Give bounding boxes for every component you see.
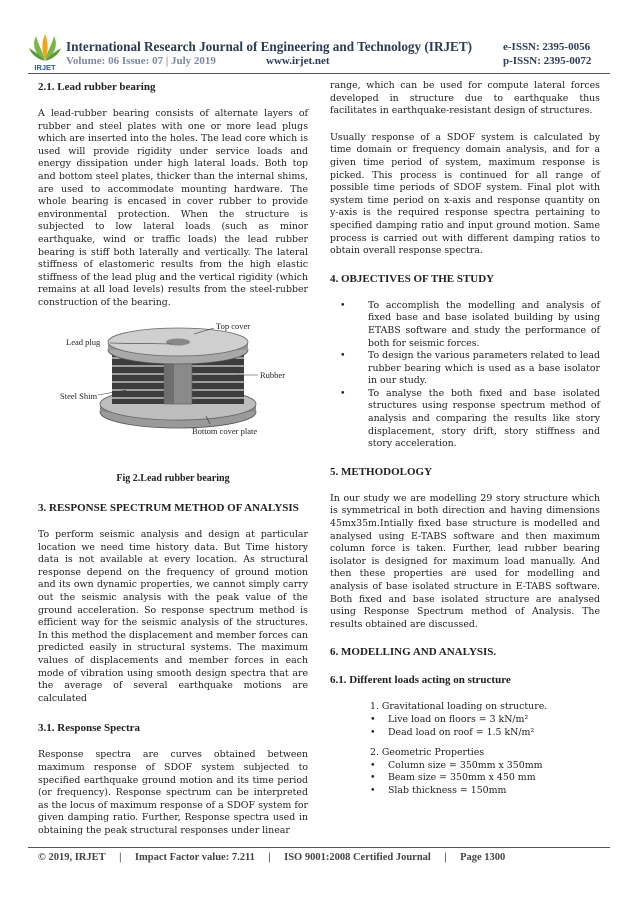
objectives-list [330,300,600,451]
e-issn: e-ISSN: 2395-0056 [503,41,591,53]
footer-divider [28,847,610,848]
page-footer [38,852,608,863]
section-4-heading: 4. OBJECTIVES OF THE STUDY [330,272,495,285]
list-item: • Live load on floors = 3 kN/m² [370,714,600,727]
list-item: • To analyse the both fixed and base isolated structures using response spectrum method of analysis and comparing the results like story displacement, story drift, story stiffness and story acceleration. [330,388,600,451]
label-rubber: Rubber [260,369,286,380]
list-item: • Slab thickness = 150mm [370,785,600,798]
website-link[interactable]: www.irjet.net [266,55,330,67]
response-spectra-process-text: Usually response of a SDOF system is calculated by time domain or frequency domain analysis, and for a given time period of system, maximum response is picked. This process is continued for all range of possible time periods of SDOF system. Final plot with system time period on x-axis and response quantity on y-axis is the required response spectra pertaining to specified damping ratio and input ground motion. Same process is carried out with different damping ratios to obtain overall response spectra. [330,131,600,257]
label-top-cover: Top cover [216,320,251,331]
p-issn: p-ISSN: 2395-0072 [503,55,592,67]
geometric-properties-list [370,760,600,798]
lead-rubber-bearing-figure [38,320,308,455]
footer-separator: | [119,852,122,863]
list-item: • Beam size = 350mm x 450 mm [370,772,600,785]
label-bottom-cover: Bottom cover plate [192,425,258,436]
label-steel-shim: Steel Shim [60,390,98,401]
section-2-1-text: A lead-rubber bearing consists of alternate layers of rubber and steel plates with one or more lead plugs which are inserted into the holes. The lead core which is used will provide rigidity under service loads and energy dissipation under high lateral loads. Both top and bottom steel plates, thicker than the internal shims, are used to accommodate mounting hardware. The whole bearing is encased in cover rubber to provide environmental protection. When the structure is subjected to low lateral loads (such as minor earthquake, wind or traffic loads) the lead rubber bearing is stiff both laterally and vertically. The lateral stiffness of elastomeric results from the high elastic stiffness of the lead plug and the vertical rigidity (which remains at all load levels) results from the steel-rubber construction of the bearing. [38,108,308,308]
bearing-diagram [38,320,308,455]
left-column [38,80,308,838]
irjet-logo-icon [28,34,62,72]
label-lead-plug: Lead plug [66,336,101,347]
figure-caption: Fig 2.Lead rubber bearing [116,472,230,484]
geometric-properties-title: 2. Geometric Properties [370,747,485,759]
footer-impact-factor: Impact Factor value: 7.211 [134,852,255,863]
section-2-1-heading: 2.1. Lead rubber bearing [38,81,156,93]
section-5-text: In our study we are modelling 29 story structure which is symmetrical in both direction and having dimensions 45mx35m.Intially fixed base structure is modelled and analysed using E-TABS software and then maximum column force is taken. Further, lead rubber bearing isolator is designed for maximum load manually. And then these properties are used for modelling and analysis of base isolated structure in E-TABS software. Both fixed and base isolated structure are analysed using Response Spectrum method of Analysis. The results obtained are discussed. [330,492,600,630]
section-6-1-heading: 6.1. Different loads acting on structure [330,674,511,687]
right-column [330,80,600,798]
gravitational-loading-title: 1. Gravitational loading on structure. [370,701,548,713]
gravitational-loading-list [370,714,600,739]
footer-separator: | [444,852,447,863]
section-3-heading: 3. RESPONSE SPECTRUM METHOD OF ANALYSIS [38,502,299,515]
gravitational-loading-block [330,701,600,797]
list-item: • To design the various parameters related to lead rubber bearing which is used as a base isolator in our study. [330,350,600,388]
svg-text:IRJET: IRJET [34,63,56,72]
footer-separator: | [268,852,271,863]
section-6-heading: 6. MODELLING AND ANALYSIS. [330,646,497,659]
list-item: • To accomplish the modelling and analysis of fixed base and base isolated building by using ETABS software and study the performance of both for seismic forces. [330,300,600,350]
section-3-1-text: Response spectra are curves obtained between maximum response of SDOF system subjected to specified earthquake ground motion and its time period (or frequency). Response spectrum can be interpreted as the locus of maximum response of a SDOF system for given damping ratio. Further, Response spectra used in obtaining the peak structural responses under linear [38,749,308,836]
footer-copyright: © 2019, IRJET [38,852,106,863]
list-item: • Column size = 350mm x 350mm [370,760,600,773]
page-header [0,0,638,78]
section-5-heading: 5. METHODOLOGY [330,465,433,478]
footer-page-number: Page 1300 [460,852,506,863]
header-divider [28,73,610,74]
response-spectra-continued-text: range, which can be used for compute lateral forces developed in structure due to earthquake thus facilitates in earthquake-resistant design of structures. [330,80,600,117]
section-3-text: To perform seismic analysis and design at particular location we need time history data. But Time history data is not available at every location. As structural response depend on the frequency of ground motion and its own dynamic properties, we cannot simply carry out the seismic analysis with the peak value of the ground acceleration. So response spectrum method is efficient way for the seismic analysis of the structures. In this method the displacement and member forces can predicted easily in structural systems. The maximum values of displacements and member forces in each mode of vibration using smooth design spectra that are the average of several earthquake motions are calculated [38,529,308,704]
section-3-1-heading: 3.1. Response Spectra [38,722,141,735]
footer-iso: ISO 9001:2008 Certified Journal [284,852,431,863]
volume-line: Volume: 06 Issue: 07 | July 2019 [66,55,216,67]
list-item: • Dead load on roof = 1.5 kN/m² [370,727,600,740]
journal-title: International Research Journal of Engineering and Technology (IRJET) [66,39,473,54]
